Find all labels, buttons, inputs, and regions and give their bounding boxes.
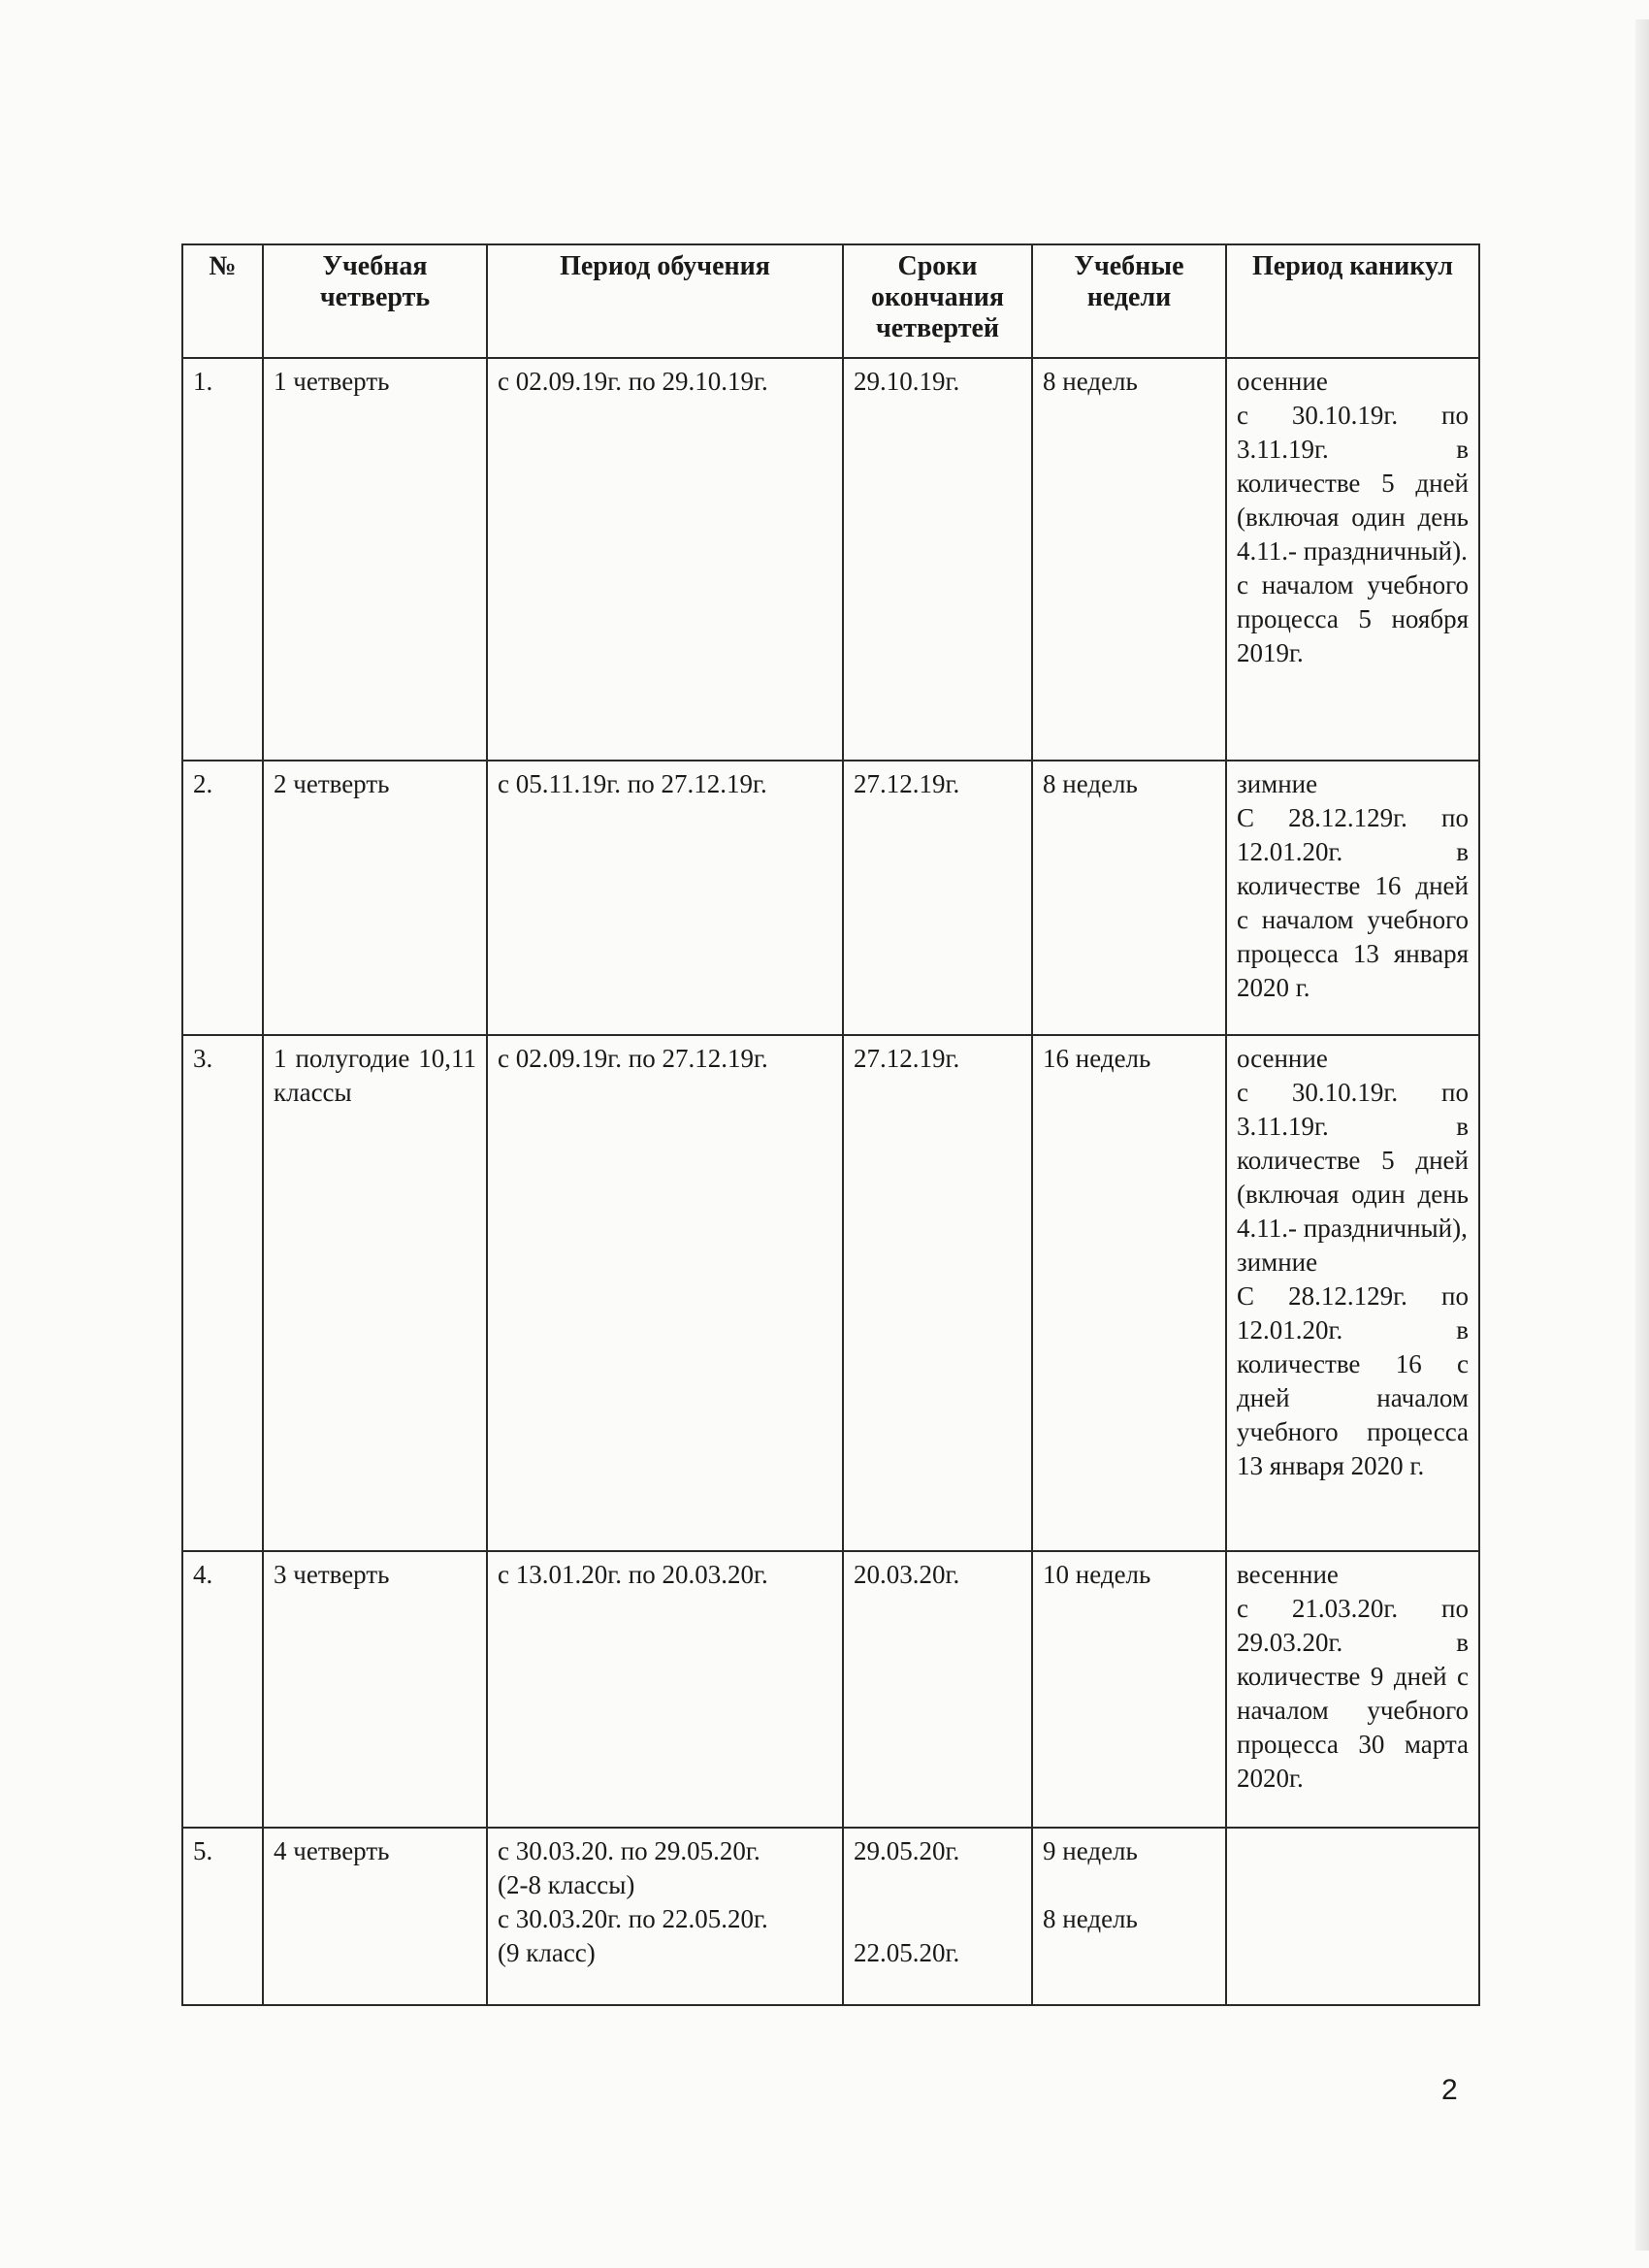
- row-end-date: 29.10.19г.: [843, 358, 1032, 761]
- period-line: с 30.03.20г. по 22.05.20г.: [498, 1904, 768, 1933]
- header-vacation: Период каникул: [1226, 244, 1479, 358]
- header-weeks: Учебные недели: [1032, 244, 1226, 358]
- vacation-dates: С 28.12.129г. по 12.01.20г. в количестве 16 дней с началом учебного процесса 13 января 2020 г.: [1237, 803, 1469, 1002]
- row-period: с 13.01.20г. по 20.03.20г.: [487, 1551, 843, 1828]
- weeks-line: 9 недель: [1043, 1836, 1138, 1865]
- row-vacation: [1226, 358, 1479, 761]
- row-number: 4.: [182, 1551, 263, 1828]
- row-weeks: 16 недель: [1032, 1035, 1226, 1551]
- period-line: (2-8 классы): [498, 1870, 635, 1899]
- scan-edge: [1635, 19, 1649, 2251]
- vacation-dates: с 21.03.20г. по 29.03.20г. в количестве 9 дней с началом учебного процесса 30 марта 2020г.: [1237, 1594, 1469, 1793]
- vacation-type: весенние: [1237, 1560, 1339, 1589]
- weeks-line: [1043, 1868, 1215, 1902]
- row-quarter: 1 полугодие 10,11 классы: [263, 1035, 487, 1551]
- vacation-dates: с 30.10.19г. по 3.11.19г. в количестве 5 дней (включая один день 4.11.- праздничный).: [1237, 401, 1469, 566]
- row-quarter: 1 четверть: [263, 358, 487, 761]
- vacation-dates: с 30.10.19г. по 3.11.19г. в количестве 5 дней (включая один день 4.11.- праздничный),: [1237, 1078, 1469, 1243]
- weeks-line: 8 недель: [1043, 1904, 1138, 1933]
- row-period: с 02.09.19г. по 29.10.19г.: [487, 358, 843, 761]
- table-header-row: [182, 244, 1479, 358]
- row-weeks: 10 недель: [1032, 1551, 1226, 1828]
- header-quarter: Учебная четверть: [263, 244, 487, 358]
- row-weeks: [1032, 1828, 1226, 2005]
- vacation-dates: С 28.12.129г. по 12.01.20г. в количестве 16 с дней началом учебного процесса 13 января 2020 г.: [1237, 1281, 1469, 1480]
- row-quarter: 3 четверть: [263, 1551, 487, 1828]
- vacation-resume: с началом учебного процесса 5 ноября 2019г.: [1237, 570, 1469, 667]
- row-end-date: 27.12.19г.: [843, 1035, 1032, 1551]
- row-period: [487, 1828, 843, 2005]
- period-line: с 30.03.20. по 29.05.20г.: [498, 1836, 760, 1865]
- table-row: [182, 358, 1479, 761]
- row-end-date: 27.12.19г.: [843, 761, 1032, 1035]
- row-vacation: [1226, 1035, 1479, 1551]
- table-row: [182, 1551, 1479, 1828]
- end-date-line: [854, 1902, 1021, 1936]
- vacation-type: осенние: [1237, 1044, 1328, 1073]
- table-row: [182, 761, 1479, 1035]
- table-row: [182, 1035, 1479, 1551]
- header-number: №: [182, 244, 263, 358]
- row-quarter: 2 четверть: [263, 761, 487, 1035]
- row-vacation: [1226, 1551, 1479, 1828]
- row-period: с 02.09.19г. по 27.12.19г.: [487, 1035, 843, 1551]
- row-vacation: [1226, 1828, 1479, 2005]
- row-quarter: 4 четверть: [263, 1828, 487, 2005]
- vacation-type: зимние: [1237, 1247, 1318, 1277]
- period-line: (9 класс): [498, 1938, 596, 1967]
- table-row: [182, 1828, 1479, 2005]
- row-vacation: [1226, 761, 1479, 1035]
- row-number: 2.: [182, 761, 263, 1035]
- page-number: 2: [1441, 2074, 1458, 2106]
- vacation-type: зимние: [1237, 769, 1318, 798]
- end-date-line: 29.05.20г.: [854, 1836, 960, 1865]
- end-date-line: 22.05.20г.: [854, 1938, 960, 1967]
- academic-calendar-table: [181, 243, 1480, 2006]
- row-number: 3.: [182, 1035, 263, 1551]
- row-period: с 05.11.19г. по 27.12.19г.: [487, 761, 843, 1035]
- end-date-line: [854, 1868, 1021, 1902]
- vacation-type: осенние: [1237, 367, 1328, 396]
- header-end-date: Сроки окончания четвертей: [843, 244, 1032, 358]
- row-end-date: 20.03.20г.: [843, 1551, 1032, 1828]
- row-number: 5.: [182, 1828, 263, 2005]
- row-weeks: 8 недель: [1032, 761, 1226, 1035]
- header-period: Период обучения: [487, 244, 843, 358]
- row-number: 1.: [182, 358, 263, 761]
- row-weeks: 8 недель: [1032, 358, 1226, 761]
- row-end-date: [843, 1828, 1032, 2005]
